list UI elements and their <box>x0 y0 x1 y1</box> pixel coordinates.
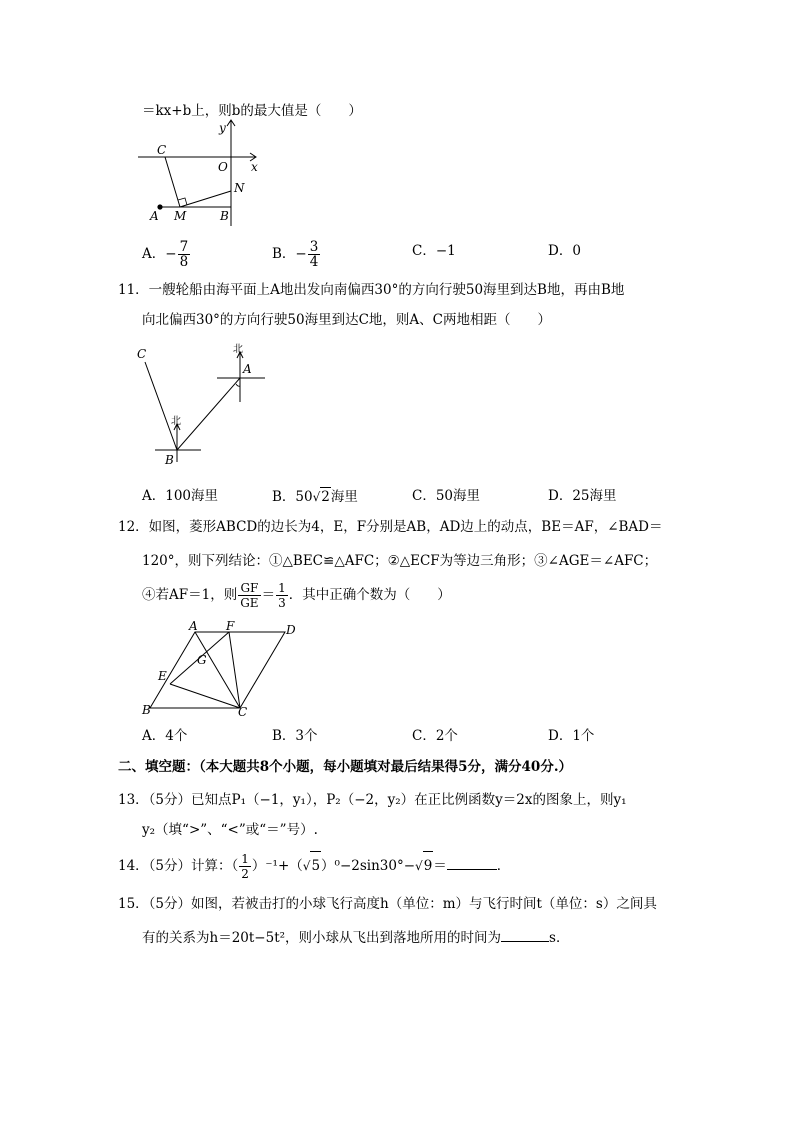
q12-ratio-frac <box>238 581 260 610</box>
q10-option-b <box>272 240 321 269</box>
q11-north-bottom: 北 <box>171 416 181 427</box>
q15-line2 <box>142 927 569 947</box>
q11-label-B: B <box>165 453 174 467</box>
q14-answer-blank[interactable] <box>447 855 497 870</box>
q15-line2-post: s． <box>549 930 570 946</box>
q11-line2: 向北偏西30°的方向行驶50海里到达C地，则A、C两地相距（ ） <box>142 312 552 328</box>
q14-num: 1 <box>241 852 249 866</box>
q15-answer-blank[interactable] <box>501 927 549 942</box>
q12-line3-eq: ＝ <box>261 587 276 603</box>
q11-label-C: C <box>137 347 147 361</box>
q15-line1: 15．（5分）如图，若被击打的小球飞行高度h（单位：m）与飞行时间t（单位：s）之间具 <box>118 896 657 912</box>
q10-option-a-den: 8 <box>179 254 189 270</box>
q10-option-a <box>142 240 191 269</box>
q12-ratio-num: GF <box>238 581 260 596</box>
q12-line3 <box>142 581 451 610</box>
q10-label-O: O <box>218 160 228 174</box>
q10-option-b-label: B．− <box>272 246 307 262</box>
q15-line2-pre: 有的关系为h＝20t−5t²，则小球从飞出到落地所用的时间为 <box>142 930 502 946</box>
section-2-heading: 二、填空题：（本大题共8个小题，每小题填对最后结果得5分，满分40分.） <box>118 759 573 775</box>
q12-value-den: 3 <box>278 596 286 610</box>
q10-option-d: D．0 <box>548 243 581 259</box>
q12-label-G: G <box>197 653 207 667</box>
q12-option-c: C．2个 <box>412 728 458 744</box>
q10-label-B: B <box>220 209 229 223</box>
q10-label-M: M <box>174 209 187 223</box>
q12-line3-pre: ④若AF＝1，则 <box>142 587 238 603</box>
q10-option-b-den: 4 <box>309 254 319 270</box>
q10-label-x: x <box>251 160 258 174</box>
q10-option-a-frac <box>178 240 191 269</box>
q10-option-c: C．−1 <box>412 243 456 259</box>
q14-den: 2 <box>241 867 249 881</box>
q11-option-d: D．25海里 <box>548 488 617 504</box>
q14-pre: 14．（5分）计算：（ <box>118 858 239 874</box>
q10-label-A: A <box>150 209 159 223</box>
q12-value-frac <box>276 581 288 610</box>
q11-line1: 11．一艘轮船由海平面上A地出发向南偏西30°的方向行驶50海里到达B地，再由B地 <box>118 282 625 298</box>
q11-north-top: 北 <box>233 344 243 355</box>
q12-figure <box>138 618 308 718</box>
q12-line2: 120°，则下列结论：①△BEC≌△AFC；②△ECF为等边三角形；③∠AGE＝∠AFC； <box>142 553 658 569</box>
q12-label-A: A <box>189 619 198 633</box>
q12-label-F: F <box>226 619 235 633</box>
q12-option-a: A．4个 <box>142 728 188 744</box>
q10-label-N: N <box>234 181 245 195</box>
q12-label-D: D <box>286 623 296 637</box>
q10-option-b-frac <box>308 240 321 269</box>
q12-label-C: C <box>238 705 248 718</box>
q14-frac <box>239 852 251 881</box>
q13-line1: 13．（5分）已知点P₁（−1，y₁），P₂（−2，y₂）在正比例函数y＝2x的图象上，则y₁ <box>118 792 627 808</box>
q10-option-a-num: 7 <box>179 239 189 255</box>
q10-option-b-num: 3 <box>309 239 319 255</box>
q12-option-b: B．3个 <box>272 728 318 744</box>
q14-line: 14．（5分）计算：（ $\frac{1}{2}$ ）⁻¹+（√5）⁰−2sin30°−√9＝ ． <box>118 852 511 881</box>
q12-label-B: B <box>142 703 151 717</box>
q12-value-num: 1 <box>278 581 286 595</box>
q11-option-b: B．50√2海里 <box>272 489 358 505</box>
q12-line1: 12．如图，菱形ABCD的边长为4，E，F分别是AB，AD边上的动点，BE＝AF，∠BAD＝ <box>118 519 663 535</box>
q14-sqrt: 5 <box>310 851 321 880</box>
q12-option-d: D．1个 <box>548 728 595 744</box>
q11-label-A: A <box>243 362 252 376</box>
q14-tail: ． <box>496 858 511 874</box>
q10-label-C: C <box>157 143 167 157</box>
q14-post: ）⁰−2sin30°− <box>321 858 416 874</box>
q11-option-c: C．50海里 <box>412 488 481 504</box>
q11-option-a: A．100海里 <box>142 488 219 504</box>
q11-option-b-suffix: 海里 <box>330 489 358 505</box>
q11-option-b-sqrt: 2 <box>321 489 330 505</box>
q12-label-E: E <box>158 669 167 683</box>
q14-sqrt2: 9 <box>423 851 434 880</box>
q10-line1: ＝kx+b上，则b的最大值是（ ） <box>142 103 362 119</box>
q13-line2: y₂（填“>”、“<”或“＝”号）. <box>142 822 318 838</box>
q10-figure <box>138 118 288 228</box>
q12-line3-post: ．其中正确个数为（ ） <box>288 587 451 603</box>
q12-ratio-den: GE <box>240 596 259 610</box>
q11-figure <box>135 340 275 470</box>
q10-label-y: y <box>219 121 226 135</box>
q11-option-b-label: B．50 <box>272 489 313 505</box>
q10-option-a-label: A．− <box>142 246 177 262</box>
q14-end: ＝ <box>433 858 447 874</box>
q14-mid: ）⁻¹+（ <box>251 858 303 874</box>
